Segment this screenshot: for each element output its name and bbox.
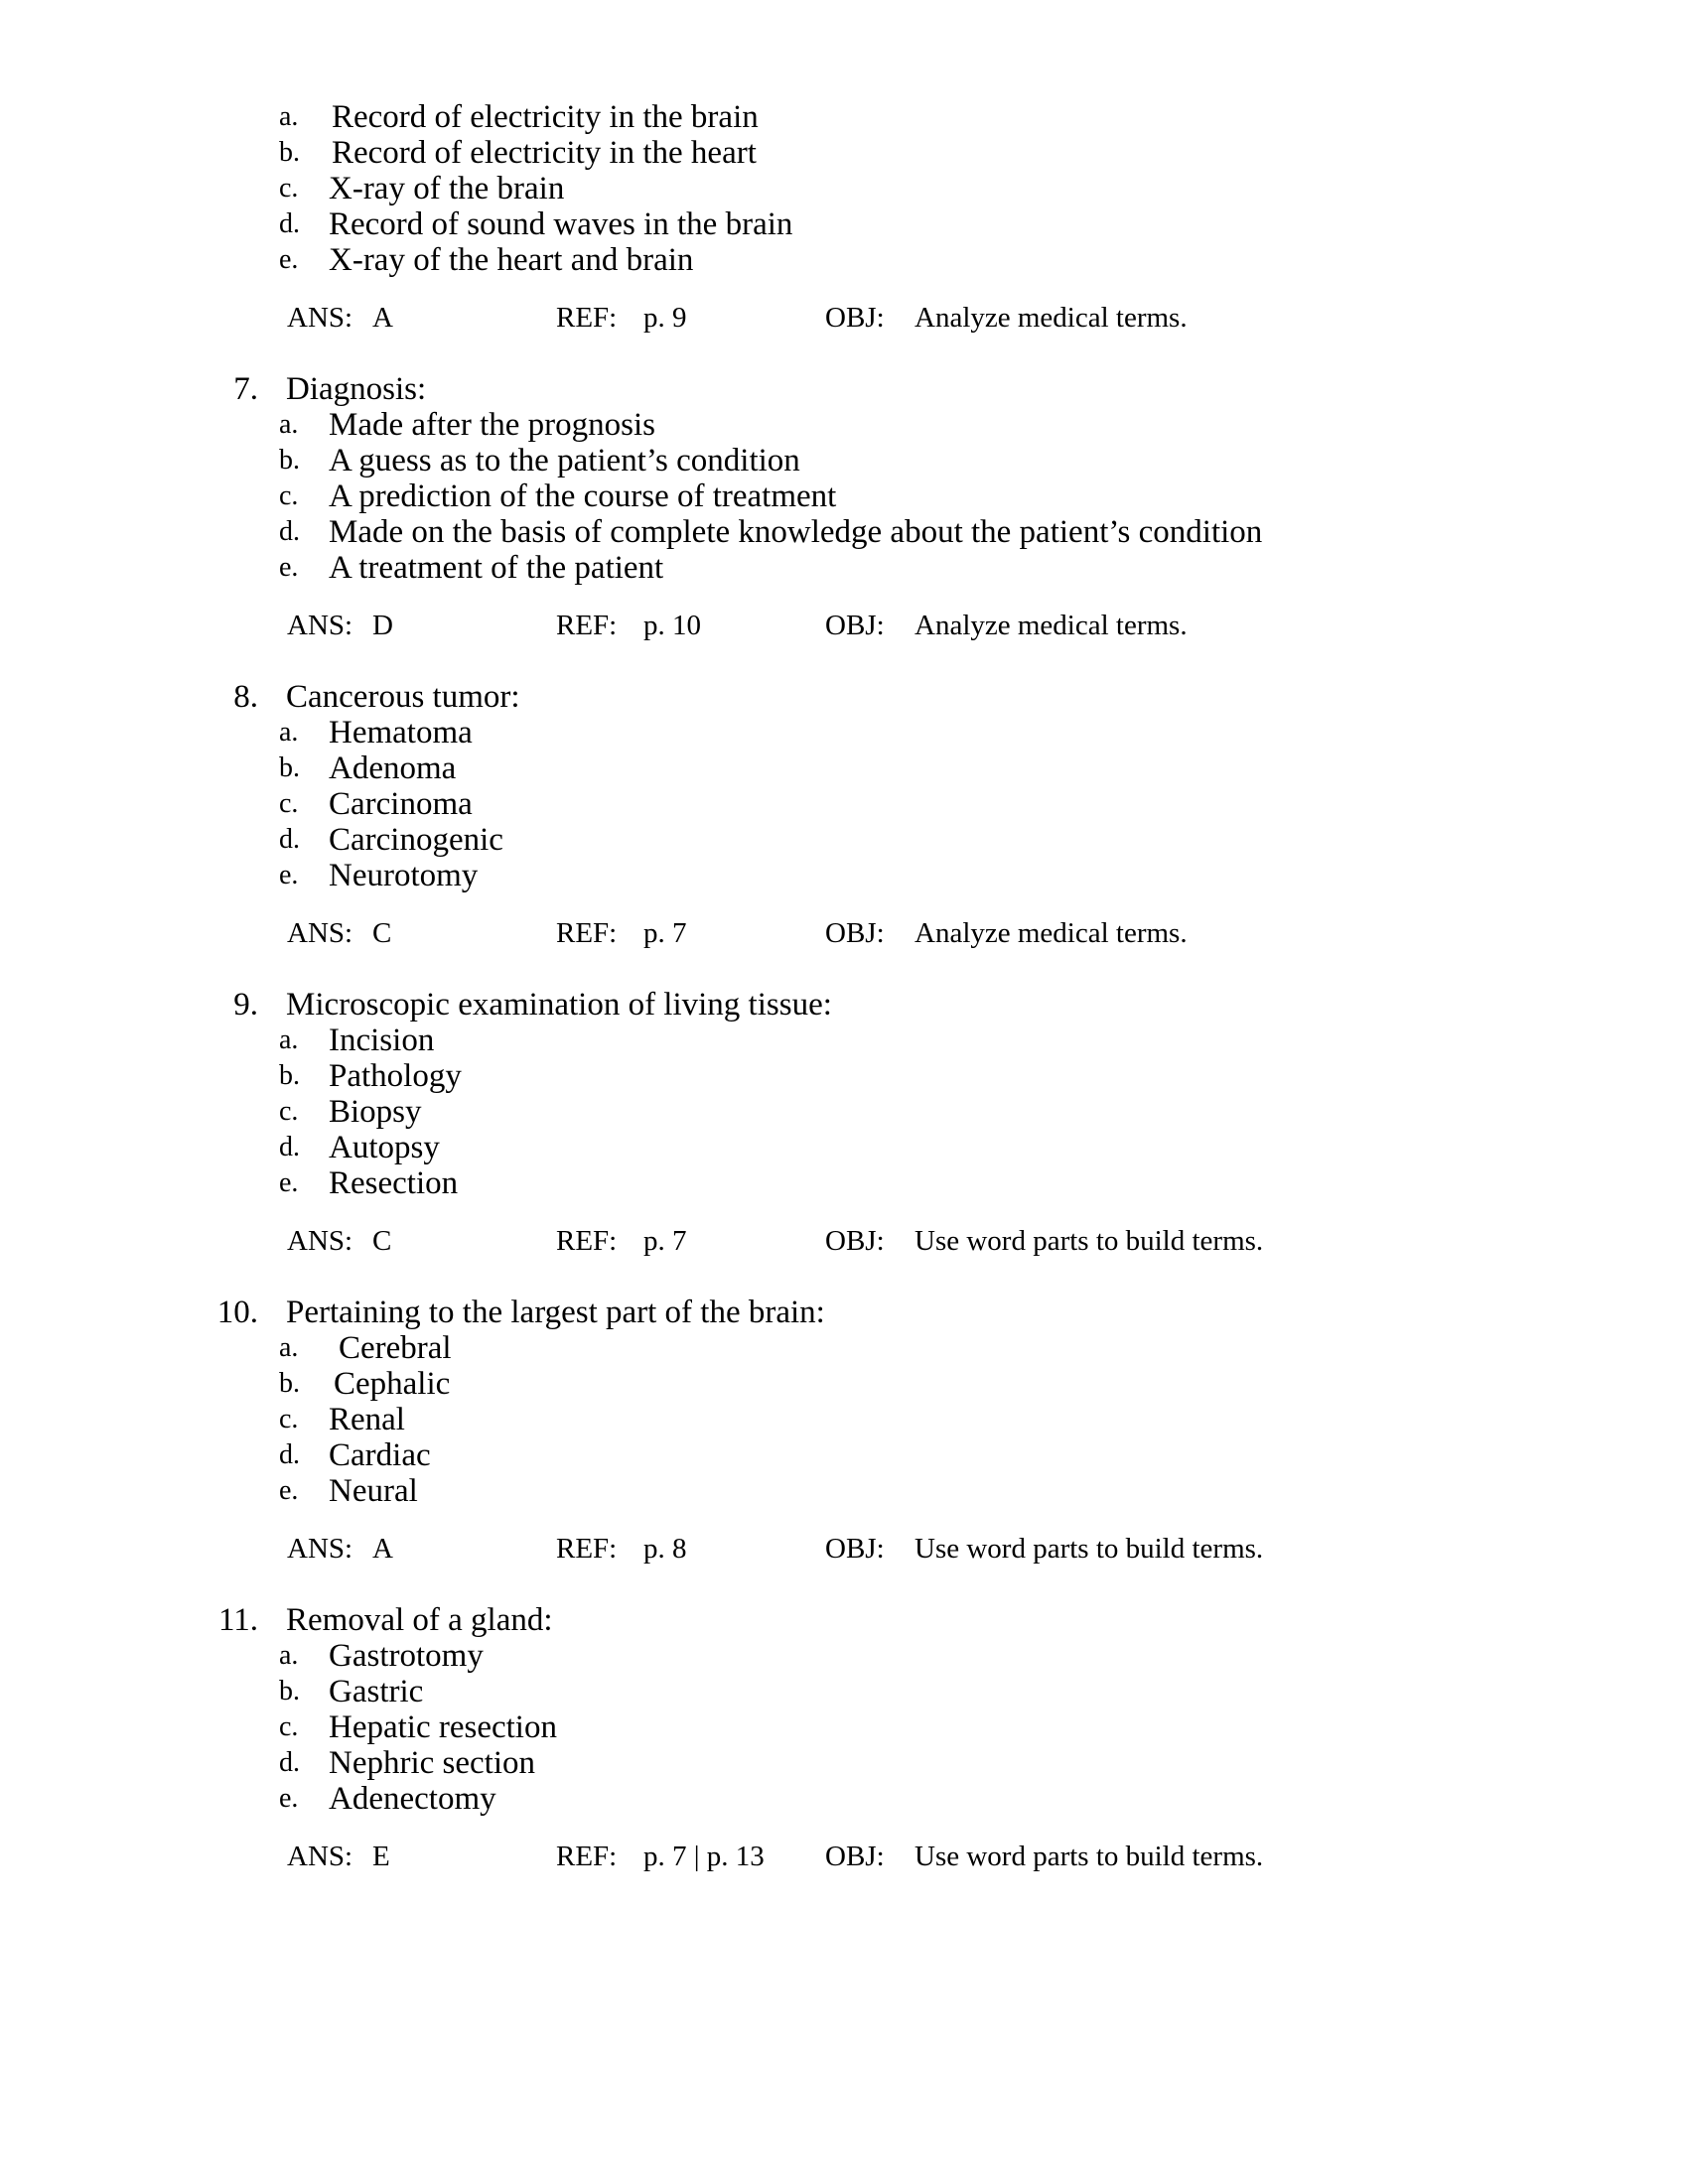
option-letter: e. bbox=[279, 244, 299, 275]
answer-line bbox=[0, 915, 1688, 951]
obj-label: OBJ: bbox=[825, 1225, 885, 1257]
ref-label: REF: bbox=[556, 1841, 618, 1872]
option-c bbox=[0, 478, 1688, 514]
answer-line bbox=[0, 1839, 1688, 1874]
option-b bbox=[0, 1366, 1688, 1402]
option-letter: d. bbox=[279, 1439, 300, 1470]
option-text: Carcinoma bbox=[329, 786, 473, 822]
option-c bbox=[0, 1402, 1688, 1437]
option-c bbox=[0, 1094, 1688, 1130]
option-e bbox=[0, 550, 1688, 586]
option-letter: c. bbox=[279, 1096, 299, 1127]
option-b bbox=[0, 443, 1688, 478]
question-text: Microscopic examination of living tissue: bbox=[286, 987, 832, 1023]
option-c bbox=[0, 171, 1688, 206]
option-letter: b. bbox=[279, 137, 300, 168]
question-stem bbox=[0, 1602, 1688, 1638]
ref-value: p. 9 bbox=[643, 302, 687, 334]
option-text: Hepatic resection bbox=[329, 1709, 557, 1745]
obj-value: Analyze medical terms. bbox=[914, 610, 1188, 641]
question-number: 10. bbox=[216, 1295, 258, 1330]
answer-value: A bbox=[372, 1533, 393, 1565]
option-d bbox=[0, 1130, 1688, 1165]
answer-value: C bbox=[372, 1225, 392, 1257]
option-letter: c. bbox=[279, 1404, 299, 1434]
option-letter: d. bbox=[279, 208, 300, 239]
option-text: Record of electricity in the brain bbox=[332, 99, 759, 135]
option-b bbox=[0, 751, 1688, 786]
option-text: Biopsy bbox=[329, 1094, 422, 1130]
answer-value: D bbox=[372, 610, 393, 641]
option-text: Record of sound waves in the brain bbox=[329, 206, 793, 242]
answer-label: ANS: bbox=[287, 610, 353, 641]
ref-value: p. 8 bbox=[643, 1533, 687, 1565]
option-text: Renal bbox=[329, 1402, 405, 1437]
option-a bbox=[0, 99, 1688, 135]
option-letter: b. bbox=[279, 752, 300, 783]
option-text: Resection bbox=[329, 1165, 459, 1201]
option-text: Made after the prognosis bbox=[329, 407, 655, 443]
option-text: Nephric section bbox=[329, 1745, 536, 1781]
option-text: Pathology bbox=[329, 1058, 462, 1094]
option-text: Made on the basis of complete knowledge about the patient’s condition bbox=[329, 514, 1263, 550]
answer-label: ANS: bbox=[287, 917, 353, 949]
obj-label: OBJ: bbox=[825, 302, 885, 334]
option-e bbox=[0, 1473, 1688, 1509]
option-letter: a. bbox=[279, 409, 299, 440]
option-a bbox=[0, 1330, 1688, 1366]
option-letter: c. bbox=[279, 173, 299, 204]
option-text: Cephalic bbox=[334, 1366, 451, 1402]
option-letter: b. bbox=[279, 1676, 300, 1706]
ref-value: p. 7 | p. 13 bbox=[643, 1841, 765, 1872]
answer-value: A bbox=[372, 302, 393, 334]
answer-value: E bbox=[372, 1841, 390, 1872]
option-text: Adenoma bbox=[329, 751, 457, 786]
option-c bbox=[0, 1709, 1688, 1745]
option-a bbox=[0, 715, 1688, 751]
option-text: Gastric bbox=[329, 1674, 424, 1709]
obj-value: Use word parts to build terms. bbox=[914, 1533, 1264, 1565]
option-letter: b. bbox=[279, 1060, 300, 1091]
option-e bbox=[0, 1165, 1688, 1201]
answer-label: ANS: bbox=[287, 302, 353, 334]
option-letter: a. bbox=[279, 1024, 299, 1055]
question-number: 9. bbox=[233, 987, 258, 1023]
option-letter: b. bbox=[279, 1368, 300, 1399]
option-a bbox=[0, 1638, 1688, 1674]
option-letter: d. bbox=[279, 824, 300, 855]
option-d bbox=[0, 514, 1688, 550]
option-letter: c. bbox=[279, 788, 299, 819]
obj-value: Use word parts to build terms. bbox=[914, 1225, 1264, 1257]
obj-label: OBJ: bbox=[825, 917, 885, 949]
option-text: X-ray of the heart and brain bbox=[329, 242, 694, 278]
option-text: Cerebral bbox=[339, 1330, 452, 1366]
option-b bbox=[0, 135, 1688, 171]
answer-line bbox=[0, 1531, 1688, 1567]
option-letter: c. bbox=[279, 1711, 299, 1742]
option-letter: e. bbox=[279, 1475, 299, 1506]
ref-value: p. 7 bbox=[643, 917, 687, 949]
option-letter: e. bbox=[279, 552, 299, 583]
option-d bbox=[0, 1745, 1688, 1781]
option-e bbox=[0, 242, 1688, 278]
option-text: Neurotomy bbox=[329, 858, 479, 893]
obj-value: Analyze medical terms. bbox=[914, 917, 1188, 949]
option-letter: e. bbox=[279, 1167, 299, 1198]
ref-value: p. 10 bbox=[643, 610, 701, 641]
ref-label: REF: bbox=[556, 917, 618, 949]
obj-label: OBJ: bbox=[825, 610, 885, 641]
option-text: Gastrotomy bbox=[329, 1638, 484, 1674]
answer-label: ANS: bbox=[287, 1533, 353, 1565]
option-letter: a. bbox=[279, 717, 299, 748]
ref-value: p. 7 bbox=[643, 1225, 687, 1257]
question-number: 11. bbox=[217, 1602, 258, 1638]
question-stem bbox=[0, 679, 1688, 715]
option-text: Autopsy bbox=[329, 1130, 440, 1165]
option-text: A prediction of the course of treatment bbox=[329, 478, 837, 514]
answer-label: ANS: bbox=[287, 1225, 353, 1257]
option-letter: c. bbox=[279, 480, 299, 511]
answer-value: C bbox=[372, 917, 392, 949]
question-text: Removal of a gland: bbox=[286, 1602, 553, 1638]
question-text: Diagnosis: bbox=[286, 371, 427, 407]
ref-label: REF: bbox=[556, 610, 618, 641]
option-c bbox=[0, 786, 1688, 822]
option-letter: a. bbox=[279, 1332, 299, 1363]
option-text: Incision bbox=[329, 1023, 435, 1058]
option-d bbox=[0, 206, 1688, 242]
question-text: Pertaining to the largest part of the brain: bbox=[286, 1295, 825, 1330]
answer-line bbox=[0, 300, 1688, 336]
option-e bbox=[0, 858, 1688, 893]
option-letter: e. bbox=[279, 860, 299, 890]
question-number: 7. bbox=[233, 371, 258, 407]
option-text: Carcinogenic bbox=[329, 822, 503, 858]
option-text: A treatment of the patient bbox=[329, 550, 664, 586]
answer-line bbox=[0, 1223, 1688, 1259]
option-text: Neural bbox=[329, 1473, 418, 1509]
option-b bbox=[0, 1058, 1688, 1094]
option-letter: a. bbox=[279, 101, 299, 132]
obj-value: Use word parts to build terms. bbox=[914, 1841, 1264, 1872]
option-letter: e. bbox=[279, 1783, 299, 1814]
option-letter: b. bbox=[279, 445, 300, 476]
option-d bbox=[0, 1437, 1688, 1473]
option-b bbox=[0, 1674, 1688, 1709]
obj-value: Analyze medical terms. bbox=[914, 302, 1188, 334]
question-text: Cancerous tumor: bbox=[286, 679, 520, 715]
option-text: Record of electricity in the heart bbox=[332, 135, 757, 171]
option-a bbox=[0, 407, 1688, 443]
option-text: Cardiac bbox=[329, 1437, 431, 1473]
answer-line bbox=[0, 608, 1688, 643]
obj-label: OBJ: bbox=[825, 1533, 885, 1565]
option-d bbox=[0, 822, 1688, 858]
option-e bbox=[0, 1781, 1688, 1817]
ref-label: REF: bbox=[556, 302, 618, 334]
question-stem bbox=[0, 987, 1688, 1023]
question-stem bbox=[0, 1295, 1688, 1330]
answer-label: ANS: bbox=[287, 1841, 353, 1872]
obj-label: OBJ: bbox=[825, 1841, 885, 1872]
option-letter: d. bbox=[279, 1132, 300, 1162]
ref-label: REF: bbox=[556, 1533, 618, 1565]
question-number: 8. bbox=[233, 679, 258, 715]
option-letter: d. bbox=[279, 1747, 300, 1778]
option-text: Hematoma bbox=[329, 715, 473, 751]
option-letter: d. bbox=[279, 516, 300, 547]
option-a bbox=[0, 1023, 1688, 1058]
option-text: Adenectomy bbox=[329, 1781, 496, 1817]
question-stem bbox=[0, 371, 1688, 407]
ref-label: REF: bbox=[556, 1225, 618, 1257]
option-letter: a. bbox=[279, 1640, 299, 1671]
option-text: X-ray of the brain bbox=[329, 171, 565, 206]
option-text: A guess as to the patient’s condition bbox=[329, 443, 800, 478]
